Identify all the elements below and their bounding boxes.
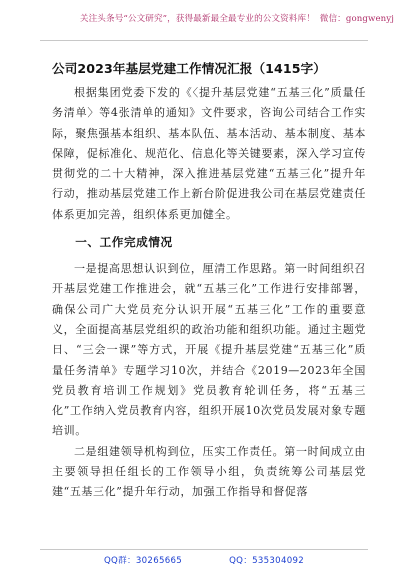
intro-paragraph: 根据集团党委下发的《〈提升基层党建“五基三化”质量任务清单〉等4张清单的通知》文件要求，咨询公司结合工作实际，聚焦强基本组织、基本队伍、基本活动、基本制度、基本保障，促标准化、规范化、信息化等关键要素，深入学习宣传贯彻党的二十大精神，深入推进基层党建“五基三化”提升年行动，推动基层党建工作上新台阶促进我公司在基层党建责任体系更加完善，组织体系更加健全。: [52, 86, 366, 221]
footer-contact: [0, 554, 408, 566]
body-paragraph: 二是组建领导机构到位，压实工作责任。第一时间成立由主要领导担任组长的工作领导小组，负责统筹公司基层党建“五基三化”提升年行动，加强工作指导和督促落: [52, 444, 366, 499]
footer-qq-group: QQ群：30265665: [103, 556, 183, 566]
document-title: 公司2023年基层党建工作情况汇报（1415字）: [52, 61, 327, 76]
section-heading: 一、工作完成情况: [75, 235, 173, 250]
header-wechat-id: 微信：gongwenyj: [319, 14, 394, 24]
header-promo-note: [54, 12, 394, 24]
header-divider: [40, 40, 368, 41]
document-body: [52, 46, 366, 503]
body-paragraph: 一是提高思想认识到位，厘清工作思路。第一时间组织召开基层党建工作推进会，就“五基三化”工作进行安排部署，确保公司广大党员充分认识开展“五基三化”工作的重要意义，全面提高基层党组织的政治功能和组织功能。通过主题党日、“三会一课”等方式，开展《提升基层党建“五基三化”质量任务清单》专题学习10次，并结合《2019—2023年全国党员教育培训工作规划》党员教育轮训任务，将“五基三化”工作纳入党员教育内容，组织开展10次党员发展对象专题培训。: [52, 262, 366, 438]
footer-qq-number: QQ：535304092: [229, 556, 305, 566]
header-promo-text: 关注头条号“公文研究”，获得最新最全最专业的公文资料库！: [79, 14, 315, 24]
footer-divider: [40, 549, 368, 550]
